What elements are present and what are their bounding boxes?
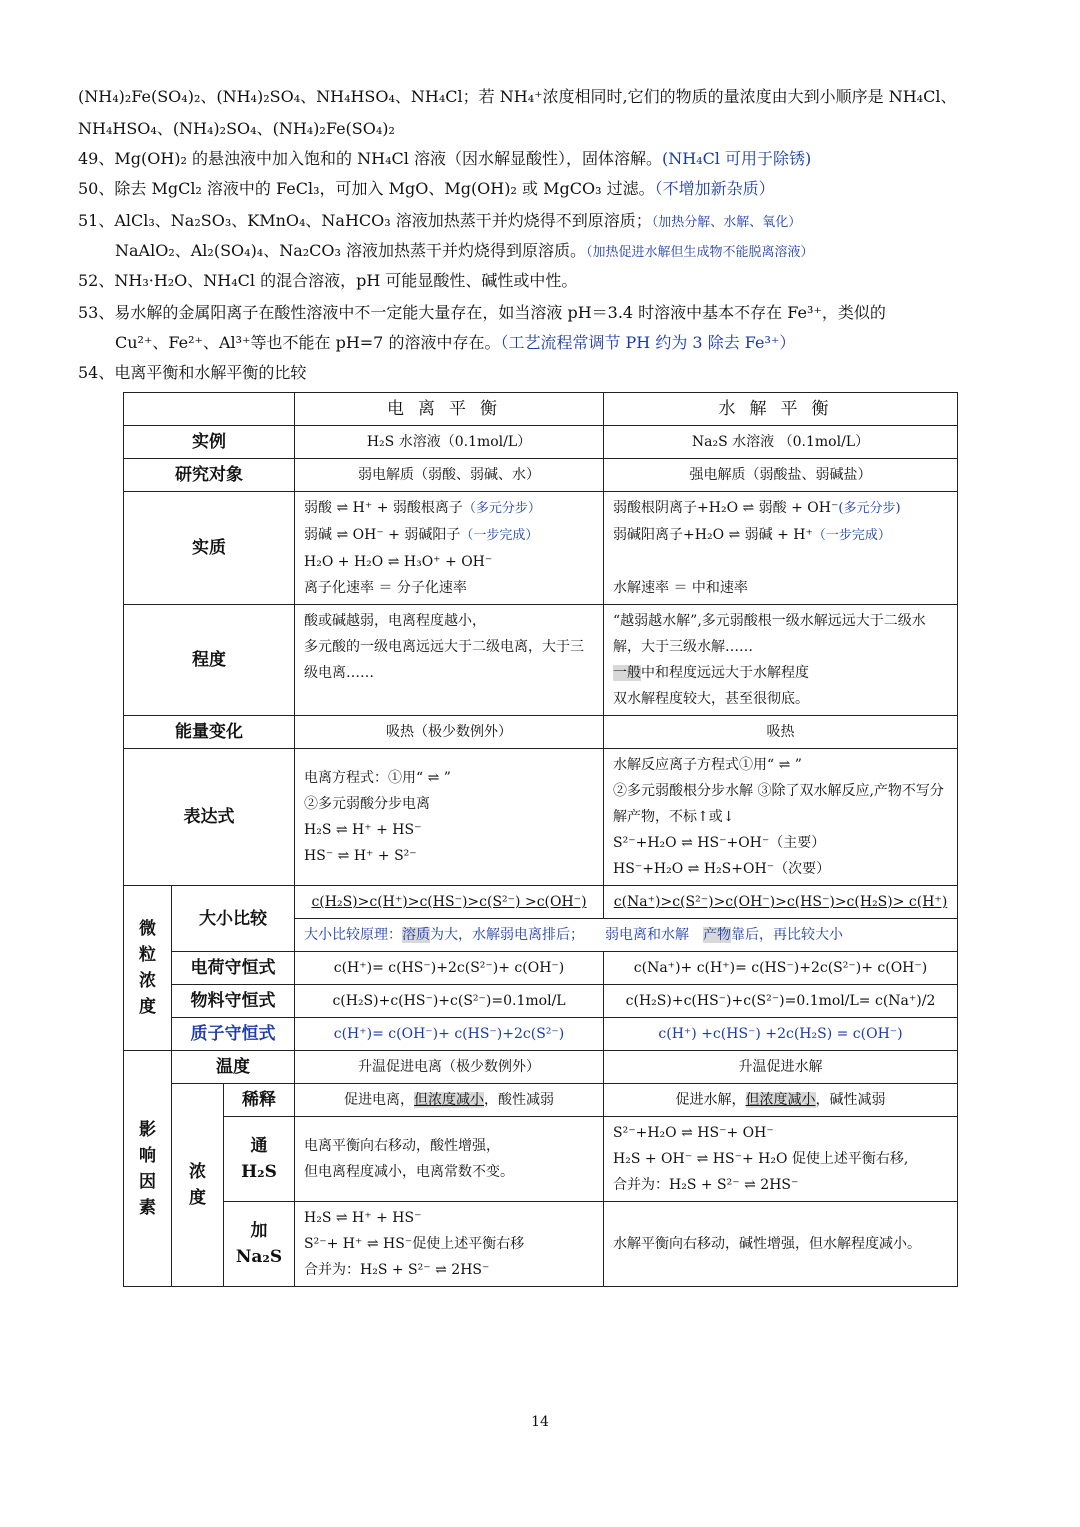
dilute-label: 稀释 [224, 1084, 295, 1117]
size-ion: c(H₂S)>c(H⁺)>c(HS⁻)>c(S²⁻) >c(OH⁻) [295, 886, 604, 919]
material-label: 物料守恒式 [172, 985, 295, 1018]
essence-ion-3: H₂O + H₂O ⇌ H₃O⁺ + OH⁻ [304, 554, 493, 570]
degree-ion-2: 多元酸的一级电离远远大于二级电离，大于三级电离…… [304, 639, 585, 681]
table-row [124, 393, 958, 426]
proton-hyd: c(H⁺) +c(HS⁻) +2c(H₂S) = c(OH⁻) [604, 1018, 958, 1051]
page-number: 14 [531, 1414, 549, 1430]
item-53b [115, 332, 795, 354]
header-hydrolysis: 水解平衡 [604, 393, 958, 426]
dilute-hyd-a: 促进水解， [675, 1092, 746, 1108]
energy-ion: 吸热（极少数例外） [295, 716, 604, 749]
item-53b-text: Cu²⁺、Fe²⁺、Al³⁺等也不能在 pH=7 的溶液中存在。 [115, 333, 501, 352]
item-54: 54、电离平衡和水解平衡的比较 [78, 363, 307, 382]
table-row [124, 605, 958, 716]
essence-hyd [604, 492, 958, 605]
particle-group-label: 微粒浓度 [124, 886, 172, 1051]
table-row [124, 1084, 958, 1117]
item-52: 52、NH₃·H₂O、NH₄Cl 的混合溶液，pH 可能显酸性、碱性或中性。 [78, 271, 578, 290]
essence-ion [295, 492, 604, 605]
item-51a-text: 51、AlCl₃、Na₂SO₃、KMnO₄、NaHCO₃ 溶液加热蒸干并灼烧得不到原溶质； [78, 211, 652, 230]
na2s-ion [295, 1202, 604, 1287]
item-50 [78, 178, 775, 200]
h2s-ion-1: 电离平衡向右移动，酸性增强， [304, 1138, 501, 1154]
table-row [124, 1051, 958, 1084]
principle-b: 溶质 [402, 927, 431, 943]
principle-e: 靠后，再比较大小 [731, 927, 844, 943]
proton-label: 质子守恒式 [172, 1018, 295, 1051]
na2s-label-a: 加 [250, 1221, 268, 1241]
h2s-label-b: H₂S [241, 1162, 277, 1182]
size-label: 大小比较 [172, 886, 295, 952]
temp-ion: 升温促进电离（极少数例外） [295, 1051, 604, 1084]
item-49-text: 49、Mg(OH)₂ 的悬浊液中加入饱和的 NH₄Cl 溶液（因水解显酸性），固体溶解。 [78, 149, 662, 168]
table-row [124, 1018, 958, 1051]
object-label: 研究对象 [124, 459, 295, 492]
table-row [124, 492, 958, 605]
temp-label: 温度 [172, 1051, 295, 1084]
object-ion: 弱电解质（弱酸、弱碱、水） [295, 459, 604, 492]
intro-line-2: NH₄HSO₄、(NH₄)₂SO₄、(NH₄)₂Fe(SO₄)₂ [78, 119, 395, 138]
essence-hyd-2-note: （一步完成） [812, 528, 891, 543]
expression-hyd-1: 水解反应离子方程式①用“ ⇌ ” [613, 757, 802, 773]
essence-ion-1-note: （多元分步） [462, 501, 541, 516]
essence-ion-1: 弱酸 ⇌ H⁺ + 弱酸根离子 [304, 500, 463, 516]
comparison-table [123, 392, 958, 1287]
dilute-hyd [604, 1084, 958, 1117]
na2s-ion-1: H₂S ⇌ H⁺ + HS⁻ [304, 1210, 422, 1226]
degree-hyd [604, 605, 958, 716]
item-51a-note: （加热分解、水解、氧化） [651, 215, 802, 230]
proton-ion: c(H⁺)= c(OH⁻)+ c(HS⁻)+2c(S²⁻) [295, 1018, 604, 1051]
item-49 [78, 148, 811, 170]
material-hyd: c(H₂S)+c(HS⁻)+c(S²⁻)=0.1mol/L= c(Na⁺)/2 [604, 985, 958, 1018]
na2s-label-b: Na₂S [235, 1247, 283, 1267]
principle-d: 产物 [703, 927, 732, 943]
dilute-ion-a: 促进电离， [344, 1092, 415, 1108]
table-row [124, 952, 958, 985]
degree-ion [295, 605, 604, 716]
intro-line-1: (NH₄)₂Fe(SO₄)₂、(NH₄)₂SO₄、NH₄HSO₄、NH₄Cl；若 NH₄⁺浓度相同时,它们的物质的量浓度由大到小顺序是 NH₄Cl、 [78, 87, 957, 106]
size-principle [295, 919, 958, 952]
h2s-label [224, 1117, 295, 1202]
dilute-ion-c: ，酸性减弱 [484, 1092, 555, 1108]
example-ion: H₂S 水溶液（0.1mol/L） [295, 426, 604, 459]
h2s-hyd-3: 合并为：H₂S + S²⁻ ⇌ 2HS⁻ [613, 1177, 799, 1193]
charge-ion: c(H⁺)= c(HS⁻)+2c(S²⁻)+ c(OH⁻) [295, 952, 604, 985]
expression-hyd-4: HS⁻+H₂O ⇌ H₂S+OH⁻（次要） [613, 861, 831, 877]
essence-hyd-1: 弱酸根阴离子+H₂O ⇌ 弱酸 + OH⁻ [613, 500, 839, 516]
item-49-note: (NH₄Cl 可用于除锈) [661, 149, 812, 168]
degree-ion-1: 酸或碱越弱，电离程度越小， [304, 613, 487, 629]
factors-group-label: 影响因素 [124, 1051, 172, 1287]
item-50-note: （不增加新杂质） [654, 179, 775, 198]
table-row [124, 459, 958, 492]
table-row [124, 1117, 958, 1202]
degree-hyd-2b: 中和程度远远大于水解程度 [641, 665, 810, 681]
h2s-hyd-1: S²⁻+H₂O ⇌ HS⁻+ OH⁻ [613, 1125, 774, 1141]
essence-ion-2-note: （一步完成） [460, 528, 539, 543]
item-53b-note: （工艺流程常调节 PH 约为 3 除去 Fe³⁺） [500, 333, 796, 352]
table-row [124, 749, 958, 886]
degree-hyd-1: “越弱越水解”,多元弱酸根一级水解远远大于二级水解，大于三级水解…… [613, 613, 926, 655]
essence-label: 实质 [124, 492, 295, 605]
charge-label: 电荷守恒式 [172, 952, 295, 985]
charge-hyd: c(Na⁺)+ c(H⁺)= c(HS⁻)+2c(S²⁻)+ c(OH⁻) [604, 952, 958, 985]
dilute-hyd-c: ，碱性减弱 [815, 1092, 886, 1108]
na2s-hyd: 水解平衡向右移动，碱性增强，但水解程度减小。 [604, 1202, 958, 1287]
dilute-ion [295, 1084, 604, 1117]
expression-ion-4: HS⁻ ⇌ H⁺ + S²⁻ [304, 848, 417, 864]
expression-hyd-3: S²⁻+H₂O ⇌ HS⁻+OH⁻（主要） [613, 835, 826, 851]
item-51a [78, 210, 801, 234]
item-53a: 53、易水解的金属阳离子在酸性溶液中不一定能大量存在，如当溶液 pH＝3.4 时溶液中基本不存在 Fe³⁺，类似的 [78, 303, 886, 322]
temp-hyd: 升温促进水解 [604, 1051, 958, 1084]
na2s-ion-2: S²⁻+ H⁺ ⇌ HS⁻促使上述平衡右移 [304, 1236, 525, 1252]
conc-label: 浓度 [172, 1084, 224, 1287]
table-row [124, 1202, 958, 1287]
table-row [124, 985, 958, 1018]
table-row [124, 716, 958, 749]
principle-c: 为大，水解弱电离排后； 弱电离和水解 [430, 927, 704, 943]
item-51b-note: （加热促进水解但生成物不能脱离溶液） [586, 245, 814, 260]
energy-label: 能量变化 [124, 716, 295, 749]
example-label: 实例 [124, 426, 295, 459]
expression-hyd-2: ②多元弱酸根分步水解 ③除了双水解反应,产物不写分解产物，不标↑或↓ [613, 783, 944, 825]
degree-hyd-3: 双水解程度较大，甚至很彻底。 [613, 691, 810, 707]
h2s-ion [295, 1117, 604, 1202]
essence-ion-4: 离子化速率 ＝ 分子化速率 [304, 580, 467, 596]
essence-ion-2: 弱碱 ⇌ OH⁻ + 弱碱阳子 [304, 527, 461, 543]
dilute-ion-b: 但浓度减小 [414, 1092, 485, 1108]
expression-label: 表达式 [124, 749, 295, 886]
item-51b [115, 240, 814, 264]
essence-hyd-1-note: (多元分步) [838, 501, 901, 516]
item-50-text: 50、除去 MgCl₂ 溶液中的 FeCl₃，可加入 MgO、Mg(OH)₂ 或 MgCO₃ 过滤。 [78, 179, 655, 198]
example-hyd: Na₂S 水溶液 （0.1mol/L） [604, 426, 958, 459]
corner-cell [124, 393, 295, 426]
item-51b-text: NaAlO₂、Al₂(SO₄)₄、Na₂CO₃ 溶液加热蒸干并灼烧得到原溶质。 [115, 241, 587, 260]
expression-ion [295, 749, 604, 886]
principle-a: 大小比较原理： [304, 927, 403, 943]
header-ionization: 电离平衡 [295, 393, 604, 426]
table-row [124, 426, 958, 459]
essence-hyd-2: 弱碱阳离子+H₂O ⇌ 弱碱 + H⁺ [613, 527, 813, 543]
expression-ion-3: H₂S ⇌ H⁺ + HS⁻ [304, 822, 422, 838]
table-row [124, 886, 958, 919]
degree-label: 程度 [124, 605, 295, 716]
h2s-hyd [604, 1117, 958, 1202]
h2s-label-a: 通 [250, 1136, 268, 1156]
expression-hyd [604, 749, 958, 886]
dilute-hyd-b: 但浓度减小 [745, 1092, 816, 1108]
expression-ion-1: 电离方程式：①用“ ⇌ ” [304, 770, 451, 786]
degree-hyd-2a: 一般 [613, 665, 642, 681]
essence-hyd-4: 水解速率 ＝ 中和速率 [613, 580, 748, 596]
energy-hyd: 吸热 [604, 716, 958, 749]
h2s-ion-2: 但电离程度减小，电离常数不变。 [304, 1164, 515, 1180]
expression-ion-2: ②多元弱酸分步电离 [304, 796, 431, 812]
material-ion: c(H₂S)+c(HS⁻)+c(S²⁻)=0.1mol/L [295, 985, 604, 1018]
object-hyd: 强电解质（弱酸盐、弱碱盐） [604, 459, 958, 492]
h2s-hyd-2: H₂S + OH⁻ ⇌ HS⁻+ H₂O 促使上述平衡右移, [613, 1151, 909, 1167]
size-hyd: c(Na⁺)>c(S²⁻)>c(OH⁻)>c(HS⁻)>c(H₂S)> c(H⁺) [604, 886, 958, 919]
na2s-ion-3: 合并为：H₂S + S²⁻ ⇌ 2HS⁻ [304, 1262, 490, 1278]
na2s-label [224, 1202, 295, 1287]
